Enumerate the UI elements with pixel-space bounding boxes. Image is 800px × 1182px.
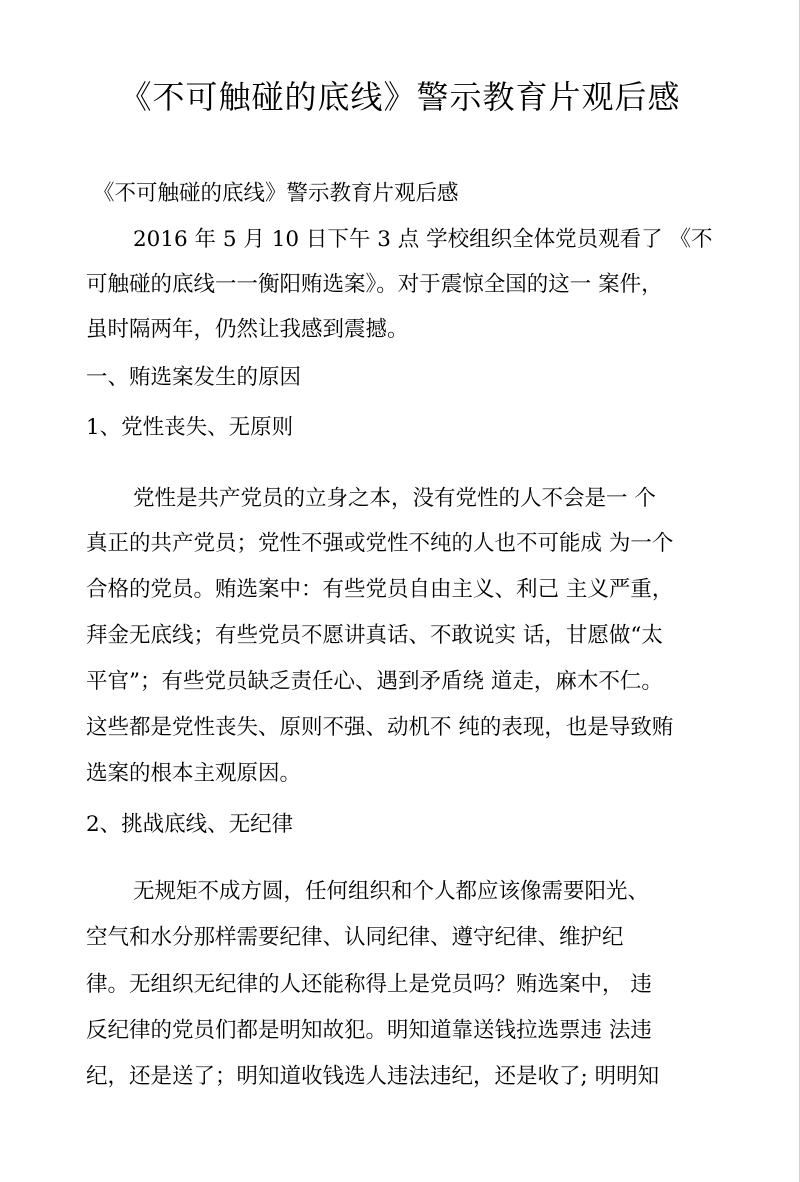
paragraph-line: 可触碰的底线一一衡阳贿选案》。对于震惊全国的这一 案件， — [86, 272, 663, 297]
paragraph-line: 党性是共产党员的立身之本，没有党性的人不会是一 个 — [133, 486, 656, 511]
paragraph-line: 纪，还是送了；明知道收钱选人违法违纪，还是收了; 明明知 — [86, 1064, 660, 1089]
subsection-heading: 1、党性丧失、无原则 — [86, 415, 294, 440]
paragraph-line: 平官”；有些党员缺乏责任心、遇到矛盾绕 道走，麻木不仁。 — [86, 669, 663, 694]
paragraph-line: 合格的党员。贿选案中：有些党员自由主义、利己 主义严重， — [86, 577, 674, 602]
subtitle-line: 《不可触碰的底线》警示教育片观后感 — [93, 181, 459, 206]
paragraph-line: 虽时隔两年，仍然让我感到震撼。 — [86, 317, 409, 342]
section-heading: 一、贿选案发生的原因 — [86, 365, 302, 390]
subsection-heading: 2、挑战底线、无纪律 — [86, 812, 294, 837]
paragraph-line: 2016 年 5 月 10 日下午 3 点 学校组织全体党员观看了 《不 — [133, 227, 713, 252]
paragraph-line: 无规矩不成方圆，任何组织和个人都应该像需要阳光、 — [133, 879, 650, 904]
paragraph-line: 反纪律的党员们都是明知故犯。明知道靠送钱拉选票违 法违 — [86, 1018, 652, 1043]
paragraph-line: 律。无组织无纪律的人还能称得上是党员吗？贿选案中， 违 — [86, 972, 652, 997]
paragraph-line: 空气和水分那样需要纪律、认同纪律、遵守纪律、维护纪 — [86, 925, 624, 950]
paragraph-line: 真正的共产党员；党性不强或党性不纯的人也不可能成 为一个 — [86, 531, 674, 556]
paragraph-line: 拜金无底线；有些党员不愿讲真话、不敢说实 话，甘愿做“太 — [86, 623, 663, 648]
paragraph-line: 选案的根本主观原因。 — [86, 761, 302, 786]
page-title: 《不可触碰的底线》警示教育片观后感 — [119, 78, 681, 116]
paragraph-line: 这些都是党性丧失、原则不强、动机不 纯的表现，也是导致贿 — [86, 715, 674, 740]
